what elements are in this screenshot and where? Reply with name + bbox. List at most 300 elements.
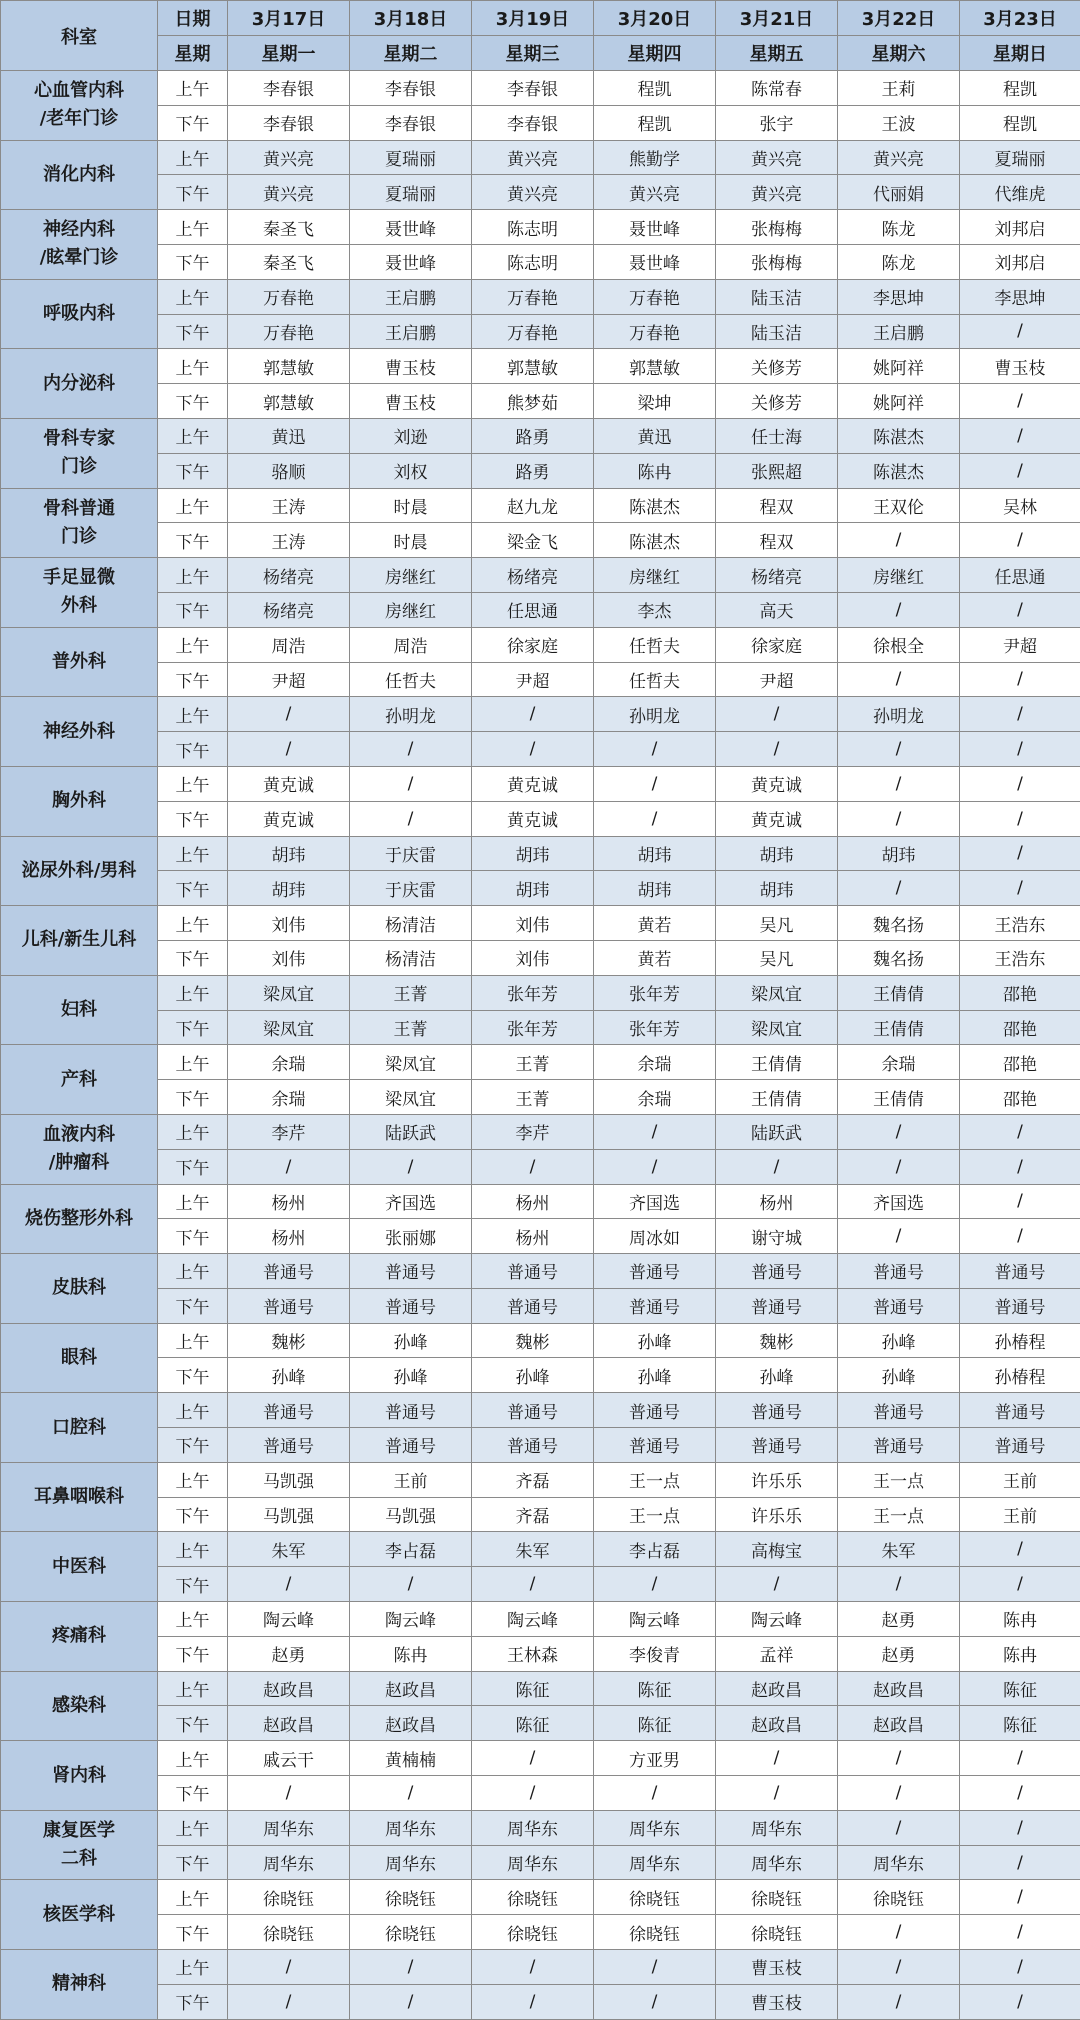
doctor-cell: /: [472, 697, 594, 732]
doctor-cell: 普通号: [716, 1254, 838, 1289]
period-label: 下午: [158, 1219, 228, 1254]
morning-row: [1, 1810, 1080, 1845]
doctor-cell: 陈冉: [960, 1602, 1080, 1637]
morning-row: [1, 71, 1080, 106]
doctor-cell: 黄兴亮: [838, 140, 960, 175]
period-label: 上午: [158, 1045, 228, 1080]
department-name: [1, 1810, 158, 1880]
morning-row: [1, 1114, 1080, 1149]
doctor-cell: /: [594, 1149, 716, 1184]
morning-row: [1, 1671, 1080, 1706]
department-block: [1, 418, 1080, 488]
morning-row: [1, 906, 1080, 941]
doctor-cell: /: [838, 766, 960, 801]
department-name-line: 精神科: [1, 1970, 157, 1998]
period-label: 上午: [158, 279, 228, 314]
doctor-cell: 周华东: [472, 1810, 594, 1845]
doctor-cell: 秦圣飞: [228, 210, 350, 245]
doctor-cell: 赵九龙: [472, 488, 594, 523]
doctor-cell: 郭慧敏: [228, 349, 350, 384]
doctor-cell: 孙峰: [228, 1358, 350, 1393]
doctor-cell: /: [960, 1810, 1080, 1845]
doctor-cell: 王启鹏: [350, 314, 472, 349]
department-name: [1, 1880, 158, 1950]
doctor-cell: /: [350, 1950, 472, 1985]
department-name: [1, 140, 158, 210]
doctor-cell: 王一点: [594, 1497, 716, 1532]
department-name-line: 康复医学: [1, 1817, 157, 1845]
doctor-cell: 胡玮: [228, 836, 350, 871]
doctor-cell: 王林森: [472, 1636, 594, 1671]
period-label: 上午: [158, 627, 228, 662]
doctor-cell: 王莉: [838, 71, 960, 106]
doctor-cell: 赵政昌: [228, 1706, 350, 1741]
department-name: [1, 279, 158, 349]
doctor-cell: 陈征: [472, 1671, 594, 1706]
doctor-cell: 王一点: [838, 1462, 960, 1497]
doctor-cell: 万春艳: [228, 314, 350, 349]
doctor-cell: 徐晓钰: [350, 1915, 472, 1950]
morning-row: [1, 349, 1080, 384]
doctor-cell: 普通号: [838, 1428, 960, 1463]
doctor-cell: /: [716, 1776, 838, 1811]
doctor-cell: 陆玉洁: [716, 314, 838, 349]
doctor-cell: 王涛: [228, 488, 350, 523]
doctor-cell: 聂世峰: [594, 244, 716, 279]
doctor-cell: /: [960, 1741, 1080, 1776]
doctor-cell: /: [228, 1984, 350, 2019]
doctor-cell: 方亚男: [594, 1741, 716, 1776]
doctor-cell: 赵政昌: [716, 1671, 838, 1706]
doctor-cell: 陈征: [594, 1671, 716, 1706]
department-block: [1, 1184, 1080, 1254]
period-label: 上午: [158, 1602, 228, 1637]
doctor-cell: 黄兴亮: [472, 140, 594, 175]
doctor-cell: 姚阿祥: [838, 349, 960, 384]
doctor-cell: 赵政昌: [716, 1706, 838, 1741]
doctor-cell: 赵政昌: [228, 1671, 350, 1706]
department-block: [1, 1532, 1080, 1602]
doctor-cell: 王涛: [228, 523, 350, 558]
doctor-cell: 赵政昌: [838, 1671, 960, 1706]
doctor-cell: /: [350, 732, 472, 767]
department-name: [1, 766, 158, 836]
period-label: 上午: [158, 71, 228, 106]
department-block: [1, 627, 1080, 697]
doctor-cell: /: [838, 1567, 960, 1602]
period-label: 下午: [158, 1706, 228, 1741]
doctor-cell: 李占磊: [350, 1532, 472, 1567]
doctor-cell: 普通号: [838, 1288, 960, 1323]
weekday-header: 星期一: [228, 36, 350, 71]
doctor-cell: 普通号: [716, 1288, 838, 1323]
doctor-cell: /: [594, 1114, 716, 1149]
doctor-cell: 黄迅: [228, 418, 350, 453]
doctor-cell: /: [350, 766, 472, 801]
doctor-cell: 陈志明: [472, 244, 594, 279]
doctor-cell: 陈征: [472, 1706, 594, 1741]
date-row: [1, 1, 1080, 36]
doctor-cell: /: [716, 732, 838, 767]
doctor-cell: 万春艳: [594, 279, 716, 314]
period-label: 上午: [158, 349, 228, 384]
doctor-cell: /: [350, 801, 472, 836]
doctor-cell: 陶云峰: [472, 1602, 594, 1637]
doctor-cell: 曹玉枝: [716, 1950, 838, 1985]
doctor-cell: /: [838, 1219, 960, 1254]
date-header: 3月19日: [472, 1, 594, 36]
doctor-cell: 普通号: [350, 1428, 472, 1463]
doctor-cell: /: [594, 1984, 716, 2019]
doctor-cell: 普通号: [350, 1254, 472, 1289]
doctor-cell: 张梅梅: [716, 244, 838, 279]
doctor-cell: 普通号: [716, 1428, 838, 1463]
department-name-line: 二科: [1, 1845, 157, 1873]
doctor-cell: /: [838, 1149, 960, 1184]
doctor-cell: /: [960, 697, 1080, 732]
doctor-cell: 普通号: [350, 1288, 472, 1323]
doctor-cell: 任士海: [716, 418, 838, 453]
department-name-line: 妇科: [1, 996, 157, 1024]
department-block: [1, 488, 1080, 558]
morning-row: [1, 1950, 1080, 1985]
doctor-cell: 代丽娟: [838, 175, 960, 210]
period-label: 下午: [158, 175, 228, 210]
morning-row: [1, 1393, 1080, 1428]
doctor-cell: 曹玉枝: [350, 384, 472, 419]
afternoon-row: [1, 1219, 1080, 1254]
doctor-cell: 普通号: [594, 1254, 716, 1289]
morning-row: [1, 766, 1080, 801]
doctor-cell: /: [838, 1915, 960, 1950]
department-name: [1, 1671, 158, 1741]
doctor-cell: /: [594, 766, 716, 801]
doctor-cell: 普通号: [472, 1288, 594, 1323]
department-name: [1, 210, 158, 280]
doctor-cell: 路勇: [472, 453, 594, 488]
department-name: [1, 1184, 158, 1254]
doctor-cell: /: [960, 1776, 1080, 1811]
doctor-cell: 万春艳: [472, 279, 594, 314]
period-label: 上午: [158, 906, 228, 941]
doctor-cell: /: [594, 732, 716, 767]
doctor-cell: 李思坤: [960, 279, 1080, 314]
doctor-cell: 周华东: [350, 1845, 472, 1880]
period-label: 上午: [158, 697, 228, 732]
doctor-cell: /: [960, 1845, 1080, 1880]
doctor-cell: 吴林: [960, 488, 1080, 523]
department-name-line: 心血管内科: [1, 77, 157, 105]
doctor-cell: 胡玮: [472, 836, 594, 871]
doctor-cell: 邵艳: [960, 1080, 1080, 1115]
doctor-cell: 陈常春: [716, 71, 838, 106]
weekday-header: 星期二: [350, 36, 472, 71]
period-label: 上午: [158, 210, 228, 245]
morning-row: [1, 279, 1080, 314]
morning-row: [1, 488, 1080, 523]
doctor-cell: 黄兴亮: [594, 175, 716, 210]
doctor-cell: 赵政昌: [350, 1671, 472, 1706]
morning-row: [1, 1741, 1080, 1776]
afternoon-row: [1, 1497, 1080, 1532]
doctor-cell: 胡玮: [228, 871, 350, 906]
doctor-cell: 普通号: [228, 1393, 350, 1428]
department-name-line: 泌尿外科/男科: [1, 857, 157, 885]
doctor-cell: /: [838, 1741, 960, 1776]
period-label: 上午: [158, 1323, 228, 1358]
department-block: [1, 1602, 1080, 1672]
doctor-cell: 李春银: [472, 105, 594, 140]
doctor-cell: /: [716, 1741, 838, 1776]
doctor-cell: 陈志明: [472, 210, 594, 245]
doctor-cell: 孙峰: [350, 1323, 472, 1358]
department-name: [1, 906, 158, 976]
doctor-cell: 许乐乐: [716, 1497, 838, 1532]
doctor-cell: 于庆雷: [350, 871, 472, 906]
doctor-cell: 尹超: [960, 627, 1080, 662]
doctor-cell: 普通号: [716, 1393, 838, 1428]
doctor-cell: 黄楠楠: [350, 1741, 472, 1776]
doctor-cell: 夏瑞丽: [960, 140, 1080, 175]
department-name: [1, 1602, 158, 1672]
doctor-cell: 黄若: [594, 906, 716, 941]
doctor-cell: 周华东: [228, 1845, 350, 1880]
doctor-cell: 普通号: [472, 1393, 594, 1428]
doctor-cell: 胡玮: [472, 871, 594, 906]
doctor-cell: 赵勇: [228, 1636, 350, 1671]
morning-row: [1, 418, 1080, 453]
doctor-cell: 吴凡: [716, 906, 838, 941]
period-label: 下午: [158, 1288, 228, 1323]
doctor-cell: /: [960, 1149, 1080, 1184]
doctor-cell: /: [960, 1880, 1080, 1915]
doctor-cell: /: [228, 1567, 350, 1602]
doctor-cell: /: [960, 1567, 1080, 1602]
period-label: 下午: [158, 1636, 228, 1671]
department-block: [1, 349, 1080, 419]
doctor-cell: 尹超: [472, 662, 594, 697]
doctor-cell: 陈征: [960, 1706, 1080, 1741]
doctor-cell: 赵政昌: [350, 1706, 472, 1741]
department-name: [1, 975, 158, 1045]
doctor-cell: 任哲夫: [350, 662, 472, 697]
doctor-cell: 王倩倩: [716, 1045, 838, 1080]
afternoon-row: [1, 1288, 1080, 1323]
doctor-cell: 程双: [716, 488, 838, 523]
doctor-cell: /: [838, 1114, 960, 1149]
department-name-line: 门诊: [1, 453, 157, 481]
doctor-cell: /: [472, 1741, 594, 1776]
weekday-header: 星期六: [838, 36, 960, 71]
doctor-cell: 徐晓钰: [472, 1915, 594, 1950]
doctor-cell: 尹超: [228, 662, 350, 697]
doctor-cell: 曹玉枝: [960, 349, 1080, 384]
afternoon-row: [1, 384, 1080, 419]
doctor-cell: 万春艳: [472, 314, 594, 349]
doctor-cell: /: [228, 697, 350, 732]
doctor-cell: 聂世峰: [594, 210, 716, 245]
doctor-cell: 普通号: [594, 1393, 716, 1428]
doctor-cell: 刘伟: [228, 940, 350, 975]
department-name-line: 内分泌科: [1, 370, 157, 398]
doctor-cell: 普通号: [594, 1288, 716, 1323]
doctor-cell: 黄兴亮: [716, 140, 838, 175]
period-label: 下午: [158, 105, 228, 140]
doctor-cell: 齐国选: [838, 1184, 960, 1219]
doctor-cell: 刘邦启: [960, 244, 1080, 279]
doctor-cell: 普通号: [350, 1393, 472, 1428]
afternoon-row: [1, 801, 1080, 836]
afternoon-row: [1, 244, 1080, 279]
period-label: 上午: [158, 1184, 228, 1219]
doctor-cell: 陈冉: [350, 1636, 472, 1671]
afternoon-row: [1, 871, 1080, 906]
period-label: 上午: [158, 1741, 228, 1776]
doctor-cell: /: [960, 1114, 1080, 1149]
doctor-cell: /: [472, 1984, 594, 2019]
doctor-cell: 聂世峰: [350, 244, 472, 279]
doctor-cell: 胡玮: [716, 871, 838, 906]
doctor-cell: 于庆雷: [350, 836, 472, 871]
doctor-cell: 余瑞: [228, 1045, 350, 1080]
doctor-cell: 梁凤宜: [350, 1080, 472, 1115]
doctor-cell: 陶云峰: [228, 1602, 350, 1637]
period-label: 下午: [158, 871, 228, 906]
doctor-cell: /: [472, 1567, 594, 1602]
doctor-cell: /: [594, 1776, 716, 1811]
afternoon-row: [1, 105, 1080, 140]
doctor-cell: 普通号: [960, 1254, 1080, 1289]
department-name: [1, 1741, 158, 1811]
period-label: 下午: [158, 453, 228, 488]
doctor-cell: 普通号: [838, 1254, 960, 1289]
doctor-cell: 徐晓钰: [472, 1880, 594, 1915]
period-label: 下午: [158, 1080, 228, 1115]
doctor-cell: 高天: [716, 592, 838, 627]
doctor-cell: 普通号: [838, 1393, 960, 1428]
doctor-cell: 杨清洁: [350, 940, 472, 975]
doctor-cell: /: [838, 1776, 960, 1811]
doctor-cell: 张熙超: [716, 453, 838, 488]
doctor-cell: /: [960, 1532, 1080, 1567]
doctor-cell: 马凯强: [350, 1497, 472, 1532]
doctor-cell: 孙明龙: [350, 697, 472, 732]
doctor-cell: 普通号: [472, 1428, 594, 1463]
doctor-cell: 张年芳: [594, 975, 716, 1010]
morning-row: [1, 1532, 1080, 1567]
doctor-cell: 赵勇: [838, 1636, 960, 1671]
doctor-cell: 王倩倩: [716, 1080, 838, 1115]
morning-row: [1, 140, 1080, 175]
doctor-cell: 李思坤: [838, 279, 960, 314]
department-name-line: 血液内科: [1, 1121, 157, 1149]
department-block: [1, 1741, 1080, 1811]
department-name-line: 呼吸内科: [1, 300, 157, 328]
date-header: 3月22日: [838, 1, 960, 36]
doctor-cell: 王浩东: [960, 906, 1080, 941]
doctor-cell: 黄克诚: [228, 801, 350, 836]
doctor-cell: 周浩: [228, 627, 350, 662]
doctor-cell: 杨州: [716, 1184, 838, 1219]
doctor-cell: 梁凤宜: [716, 975, 838, 1010]
doctor-cell: 曹玉枝: [716, 1984, 838, 2019]
department-block: [1, 836, 1080, 906]
department-name: [1, 418, 158, 488]
doctor-cell: /: [472, 1776, 594, 1811]
doctor-cell: 程凯: [960, 105, 1080, 140]
doctor-cell: 徐家庭: [472, 627, 594, 662]
doctor-cell: 邵艳: [960, 975, 1080, 1010]
period-label: 下午: [158, 592, 228, 627]
department-name-line: 眼科: [1, 1344, 157, 1372]
doctor-cell: 周华东: [594, 1810, 716, 1845]
doctor-cell: 谢守城: [716, 1219, 838, 1254]
doctor-cell: /: [838, 1984, 960, 2019]
weekday-header: 星期日: [960, 36, 1080, 71]
doctor-cell: 王前: [350, 1462, 472, 1497]
doctor-cell: 王启鹏: [350, 279, 472, 314]
doctor-cell: 普通号: [228, 1428, 350, 1463]
doctor-cell: /: [960, 453, 1080, 488]
doctor-cell: 徐晓钰: [716, 1915, 838, 1950]
doctor-cell: 高梅宝: [716, 1532, 838, 1567]
doctor-cell: 李杰: [594, 592, 716, 627]
doctor-cell: 黄兴亮: [472, 175, 594, 210]
department-block: [1, 1950, 1080, 2020]
doctor-cell: 黄兴亮: [228, 175, 350, 210]
doctor-cell: 陶云峰: [716, 1602, 838, 1637]
doctor-cell: 房继红: [350, 558, 472, 593]
period-label: 上午: [158, 836, 228, 871]
doctor-cell: 齐国选: [594, 1184, 716, 1219]
doctor-cell: 胡玮: [594, 871, 716, 906]
date-header: 3月23日: [960, 1, 1080, 36]
afternoon-row: [1, 1080, 1080, 1115]
doctor-cell: 徐家庭: [716, 627, 838, 662]
doctor-cell: 王前: [960, 1462, 1080, 1497]
department-name-line: 儿科/新生儿科: [1, 926, 157, 954]
doctor-cell: 梁凤宜: [716, 1010, 838, 1045]
period-label: 上午: [158, 418, 228, 453]
department-block: [1, 140, 1080, 210]
department-name: [1, 1254, 158, 1324]
doctor-cell: 任哲夫: [594, 662, 716, 697]
doctor-cell: 姚阿祥: [838, 384, 960, 419]
morning-row: [1, 558, 1080, 593]
doctor-cell: 黄迅: [594, 418, 716, 453]
doctor-cell: /: [960, 384, 1080, 419]
doctor-cell: /: [228, 1776, 350, 1811]
doctor-cell: /: [838, 1810, 960, 1845]
department-name-line: 疼痛科: [1, 1622, 157, 1650]
doctor-cell: 王浩东: [960, 940, 1080, 975]
afternoon-row: [1, 1149, 1080, 1184]
doctor-cell: 孙峰: [472, 1358, 594, 1393]
morning-row: [1, 697, 1080, 732]
period-label: 下午: [158, 384, 228, 419]
doctor-cell: 黄克诚: [228, 766, 350, 801]
doctor-cell: 陈湛杰: [838, 453, 960, 488]
doctor-cell: 魏彬: [716, 1323, 838, 1358]
doctor-cell: 万春艳: [228, 279, 350, 314]
afternoon-row: [1, 1706, 1080, 1741]
doctor-cell: /: [838, 871, 960, 906]
doctor-cell: 孙明龙: [594, 697, 716, 732]
doctor-cell: /: [472, 1149, 594, 1184]
doctor-cell: 徐根全: [838, 627, 960, 662]
doctor-cell: 王菁: [350, 1010, 472, 1045]
doctor-cell: 任思通: [472, 592, 594, 627]
